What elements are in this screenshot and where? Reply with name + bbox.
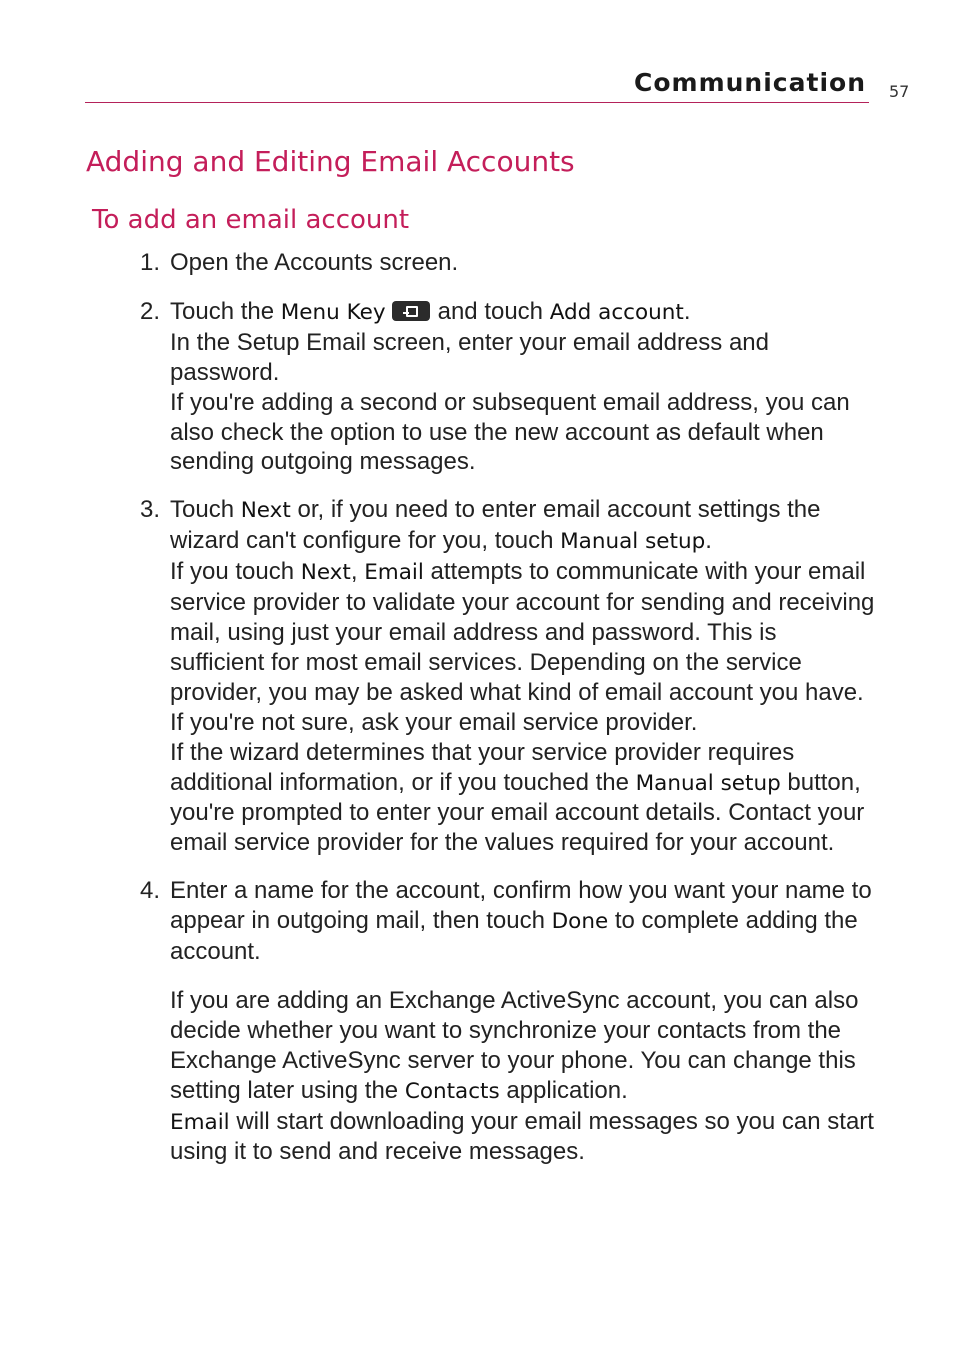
menu-key-label: Menu Key (280, 299, 386, 325)
manual-setup-label: Manual setup (635, 770, 781, 796)
section-label: Communication (634, 68, 866, 97)
add-account-label: Add account (549, 299, 684, 325)
step-text: or, if you need to enter email account settings the wizard can't configure for you, touch (170, 496, 821, 555)
step-text: Open the Accounts screen. (170, 249, 459, 276)
step-text: Touch (170, 496, 235, 524)
step-4-note (140, 986, 875, 1167)
step-text: If you are adding an Exchange ActiveSync account, you can also decide whether you want to synchronize your contacts from the Exchange ActiveSync server to your phone. You can change this setting later using the (170, 986, 859, 1104)
email-label: Email (364, 560, 424, 586)
step-text: attempts to communicate with your email service provider to validate your account for sending and receiving mail, using just your email address and password. This is sufficient for most email services. Depending on the service provider, you may be asked what kind of email account you have. If you're not sure, ask your email service provider. (170, 558, 875, 736)
step-text: to complete adding the account. (170, 907, 858, 966)
step-text: Enter a name for the account, confirm how you want your name to appear in outgoing mail, then touch (170, 877, 872, 935)
step-text: button, you're prompted to enter your email account details. Contact your email service provider for the values required for your account. (170, 768, 865, 857)
step-3 (140, 495, 875, 858)
step-text: will start downloading your email messages so you can start using it to send and receive messages. (170, 1107, 874, 1166)
step-text: and touch (437, 297, 544, 325)
step-2 (140, 297, 875, 477)
page-number: 57 (889, 82, 910, 101)
step-paragraph: If you're adding a second or subsequent email address, you can also check the option to use the new account as default when sending outgoing messages. (170, 388, 850, 476)
step-number: 3. (140, 496, 161, 524)
next-label: Next (300, 560, 351, 586)
step-text: Touch the (170, 297, 275, 325)
step-number: 1. (140, 249, 161, 276)
email-label: Email (170, 1109, 230, 1135)
contacts-label: Contacts (404, 1078, 500, 1104)
next-label: Next (240, 498, 291, 524)
step-paragraph: In the Setup Email screen, enter your email address and password. (170, 328, 769, 386)
step-text: If the wizard determines that your service provider requires additional information, or if you touched the (170, 738, 795, 796)
section-subtitle: To add an email account (92, 205, 410, 235)
step-4 (140, 876, 875, 967)
page-title: Adding and Editing Email Accounts (86, 145, 575, 178)
menu-key-icon (392, 301, 430, 321)
steps-list (140, 248, 875, 1167)
step-text: If you touch (170, 558, 295, 586)
step-1 (140, 248, 875, 278)
manual-setup-label: Manual setup (560, 529, 706, 555)
step-number: 2. (140, 297, 161, 325)
step-text: . (705, 527, 712, 555)
step-text: application. (506, 1076, 628, 1104)
step-text: . (683, 297, 691, 325)
step-number: 4. (140, 877, 161, 905)
done-label: Done (551, 909, 609, 935)
header-rule (85, 102, 869, 103)
step-text: , (350, 558, 358, 586)
